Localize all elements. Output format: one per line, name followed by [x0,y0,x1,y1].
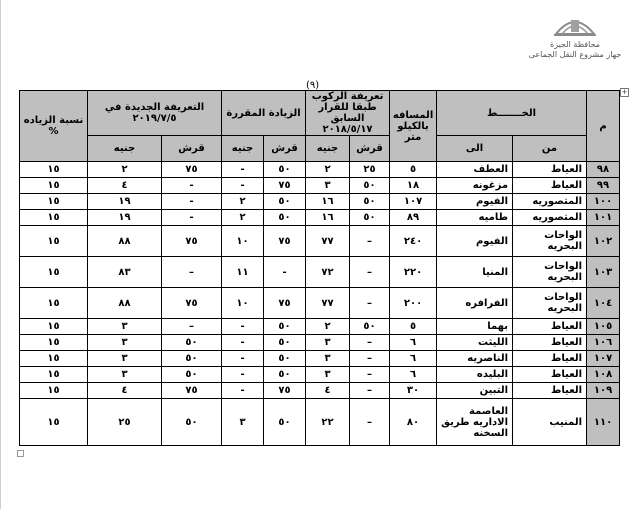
header-line-1: محافظة الجيزة [550,40,600,49]
table-row [20,367,620,383]
col-header-increase: الزيادة المقررة [222,91,306,136]
cell-pct: ١٥ [20,257,88,288]
governorate-emblem-icon [552,8,598,38]
table-row [20,257,620,288]
cell-from: العياط [513,383,587,399]
cell-num: ١٠٦ [587,335,620,351]
cell-old-piaster: – [350,367,390,383]
header-line-2: جهاز مشروع النقل الجماعى [528,50,622,59]
cell-distance: ٢٢٠ [390,257,437,288]
cell-distance: ١٨ [390,178,437,194]
cell-inc-pound: - [222,162,264,178]
cell-distance: ٢٠٠ [390,288,437,319]
cell-from: العياط [513,178,587,194]
cell-new-pound: ١٩ [88,210,162,226]
cell-inc-piaster: ٧٥ [264,383,306,399]
cell-old-pound: ٤ [306,383,350,399]
cell-inc-piaster: ٧٥ [264,226,306,257]
cell-old-pound: ٣ [306,367,350,383]
cell-new-pound: ٤ [88,383,162,399]
cell-new-pound: ٣ [88,367,162,383]
cell-inc-piaster: ٥٠ [264,210,306,226]
col-header-from: من [513,136,587,162]
cell-num: ١٠٨ [587,367,620,383]
cell-pct: ١٥ [20,210,88,226]
cell-num: ١٠٢ [587,226,620,257]
cell-to: الفرافره [437,288,513,319]
cell-old-piaster: ٥٠ [350,178,390,194]
cell-inc-pound: ١٠ [222,288,264,319]
cell-num: ١٠٤ [587,288,620,319]
cell-from: العياط [513,335,587,351]
cell-distance: ٦ [390,351,437,367]
cell-pct: ١٥ [20,194,88,210]
cell-new-pound: ٨٨ [88,226,162,257]
page-number: (٩) [306,80,320,91]
table-move-handle[interactable]: + [621,88,628,96]
cell-pct: ١٥ [20,351,88,367]
col-header-distance: المسافه بالكيلو متر [390,91,437,162]
cell-from: العياط [513,319,587,335]
cell-to: بهما [437,319,513,335]
cell-to: العاصمة الاداريه طريق السخنه [437,399,513,446]
cell-new-piaster: ٥٠ [162,399,222,446]
cell-new-piaster: - [162,178,222,194]
cell-old-piaster: ٥٠ [350,319,390,335]
col-header-new-piaster: قرش [162,136,222,162]
cell-old-piaster: – [350,226,390,257]
header-logo [520,8,630,70]
cell-from: المتصوريه [513,194,587,210]
cell-distance: ٦ [390,367,437,383]
cell-new-piaster: – [162,257,222,288]
col-header-pct: نسبة الزياده % [20,91,88,162]
cell-old-pound: ١٦ [306,210,350,226]
cell-num: ١٠٣ [587,257,620,288]
cell-old-pound: ٧٧ [306,226,350,257]
cell-distance: ١٠٧ [390,194,437,210]
table-row [20,335,620,351]
cell-distance: ٢٤٠ [390,226,437,257]
cell-distance: ٥ [390,162,437,178]
cell-inc-pound: ٢ [222,194,264,210]
cell-inc-pound: - [222,367,264,383]
cell-pct: ١٥ [20,162,88,178]
cell-pct: ١٥ [20,399,88,446]
cell-new-pound: ٣ [88,351,162,367]
cell-num: ١٠٥ [587,319,620,335]
cell-new-piaster: ٧٥ [162,226,222,257]
cell-from: العياط [513,367,587,383]
cell-pct: ١٥ [20,335,88,351]
cell-inc-pound: - [222,335,264,351]
cell-num: ٩٩ [587,178,620,194]
cell-to: التبين [437,383,513,399]
cell-num: ١٠٠ [587,194,620,210]
cell-num: ٩٨ [587,162,620,178]
cell-inc-pound: - [222,351,264,367]
cell-from: الواحات البحريه [513,226,587,257]
table-row [20,162,620,178]
cell-num: ١٠١ [587,210,620,226]
table-row [20,210,620,226]
cell-new-piaster: ٥٠ [162,351,222,367]
cell-pct: ١٥ [20,367,88,383]
cell-old-piaster: – [350,257,390,288]
cell-inc-pound: ٣ [222,399,264,446]
cell-pct: ١٥ [20,178,88,194]
cell-to: البليده [437,367,513,383]
cell-inc-piaster: ٧٥ [264,288,306,319]
table-row [20,399,620,446]
cell-new-pound: ٢٥ [88,399,162,446]
cell-new-piaster: - [162,210,222,226]
cell-num: ١٠٧ [587,351,620,367]
cell-distance: ٨٠ [390,399,437,446]
col-header-num: م [587,91,620,162]
col-header-inc-piaster: قرش [264,136,306,162]
cell-to: الفيوم [437,226,513,257]
cell-to: الليثت [437,335,513,351]
cell-new-piaster: ٥٠ [162,367,222,383]
cell-inc-piaster: ٧٥ [264,178,306,194]
cell-inc-pound: - [222,178,264,194]
table-row [20,319,620,335]
cell-inc-piaster: ٥٠ [264,367,306,383]
cell-to: طاميه [437,210,513,226]
cell-inc-piaster: - [264,257,306,288]
cell-inc-pound: ١١ [222,257,264,288]
cell-old-piaster: ٢٥ [350,162,390,178]
cell-old-pound: ٧٧ [306,288,350,319]
cell-inc-pound: ٢ [222,210,264,226]
cell-old-piaster: ٥٠ [350,194,390,210]
table-row [20,351,620,367]
cell-new-pound: ٨٣ [88,257,162,288]
cell-new-pound: ٣ [88,335,162,351]
cell-old-piaster: – [350,335,390,351]
cell-new-pound: ٢ [88,162,162,178]
cell-inc-piaster: ٥٠ [264,399,306,446]
cell-inc-pound: ١٠ [222,226,264,257]
cell-old-pound: ٣ [306,178,350,194]
cell-pct: ١٥ [20,319,88,335]
cell-from: الواحات البحريه [513,288,587,319]
cell-inc-piaster: ٥٠ [264,335,306,351]
cell-distance: ٨٩ [390,210,437,226]
table-row [20,226,620,257]
col-header-route: الخـــــــط [437,91,587,136]
col-header-old-fare: تعريفة الركوب طبقا للقرار السابق ٢٠١٨/٥/١٧ [306,91,390,136]
cell-new-piaster: ٥٠ [162,335,222,351]
cell-new-piaster: ٧٥ [162,162,222,178]
cell-distance: ٦ [390,335,437,351]
cell-to: العطف [437,162,513,178]
cell-to: مزغونه [437,178,513,194]
cell-old-pound: ٣ [306,335,350,351]
cell-new-piaster: – [162,319,222,335]
col-header-old-pound: جنيه [306,136,350,162]
table-row [20,383,620,399]
table-row [20,288,620,319]
cell-inc-piaster: ٥٠ [264,162,306,178]
cell-inc-pound: - [222,383,264,399]
table-row [20,194,620,210]
cell-num: ١١٠ [587,399,620,446]
cell-old-piaster: – [350,351,390,367]
col-header-new-fare: التعريفة الجديدة في ٢٠١٩/٧/٥ [88,91,222,136]
cell-from: العياط [513,162,587,178]
col-header-new-pound: جنيه [88,136,162,162]
cell-new-pound: ٣ [88,319,162,335]
cell-old-pound: ٢ [306,162,350,178]
table-resize-handle[interactable] [17,450,24,457]
cell-from: المتصوريه [513,210,587,226]
cell-new-pound: ١٩ [88,194,162,210]
cell-inc-piaster: ٥٠ [264,319,306,335]
cell-to: الناصريه [437,351,513,367]
cell-inc-pound: - [222,319,264,335]
cell-inc-piaster: ٥٠ [264,194,306,210]
col-header-old-piaster: قرش [350,136,390,162]
cell-from: العياط [513,351,587,367]
cell-old-pound: ٢ [306,319,350,335]
cell-new-pound: ٨٨ [88,288,162,319]
cell-old-pound: ٧٢ [306,257,350,288]
cell-from: الواحات البحريه [513,257,587,288]
cell-old-piaster: ٥٠ [350,210,390,226]
cell-old-piaster: – [350,288,390,319]
cell-old-piaster: – [350,383,390,399]
cell-old-pound: ١٦ [306,194,350,210]
cell-new-piaster: ٧٥ [162,383,222,399]
cell-pct: ١٥ [20,226,88,257]
cell-to: المنيا [437,257,513,288]
cell-new-piaster: - [162,194,222,210]
cell-old-pound: ٢٢ [306,399,350,446]
cell-pct: ١٥ [20,288,88,319]
cell-distance: ٥ [390,319,437,335]
cell-to: الفيوم [437,194,513,210]
cell-num: ١٠٩ [587,383,620,399]
table-row [20,178,620,194]
cell-distance: ٣٠ [390,383,437,399]
cell-old-pound: ٣ [306,351,350,367]
fare-table [19,90,620,446]
cell-old-piaster: – [350,399,390,446]
cell-inc-piaster: ٥٠ [264,351,306,367]
col-header-inc-pound: جنيه [222,136,264,162]
col-header-to: الى [437,136,513,162]
cell-from: المنيب [513,399,587,446]
cell-new-piaster: ٧٥ [162,288,222,319]
cell-new-pound: ٤ [88,178,162,194]
cell-pct: ١٥ [20,383,88,399]
